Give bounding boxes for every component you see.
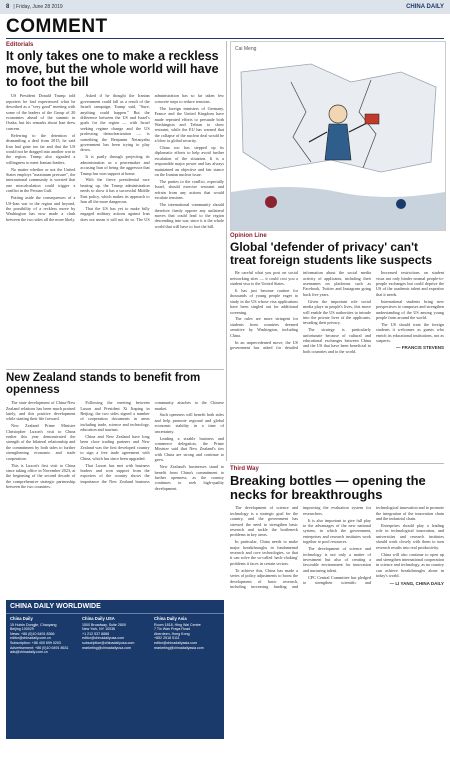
paragraph: The parties to the conflict, especially Israel, should exercise restraint and refrain from any actions that would escalate tensions. xyxy=(154,178,224,201)
paragraph: No matter whether or not the United States employs "maximum pressure", the international community is worried that one miscalculation could trigger a conflict in the Persian Gulf. xyxy=(6,166,76,194)
issue-date: | Friday, June 28 2019 xyxy=(13,4,63,10)
section-divider xyxy=(230,463,444,464)
opinion-body xyxy=(230,270,444,498)
opinion-label: Opinion Line xyxy=(230,233,267,239)
paragraph: The state development of China-New Zealand relations has been much praised lately, and this positive development while starting their life forward. xyxy=(6,400,76,422)
nz-body xyxy=(6,400,224,620)
opinion-article xyxy=(230,233,444,498)
worldwide-title: CHINA DAILY WORLDWIDE xyxy=(6,600,224,614)
paragraph: The strategy is particularly unfortunate because of cultural and educational exchanges between China and the US that have been beneficial to both countries and to the world. xyxy=(303,327,371,354)
paragraph: To achieve this, China has made a series of policy adjustments to boost the development of basic research, including increasing funding and improving the evaluation system for researchers. xyxy=(230,505,371,589)
paragraph: That the US has yet to make fully engaged military actions against Iran does not mean it will not do so. The US administration has so far taken few concrete steps to reduce tensions. xyxy=(80,93,224,222)
contact-row: +1 212 537 8888 xyxy=(82,631,110,636)
thirdway-label: Third Way xyxy=(230,466,259,472)
paragraph: Asked if he thought the Iranian government could fall as a result of the Israeli campaign, Trump said, "Sure, anything could happen." But the difference between the US and Israel's goals for the region — with Israel seeking regime change and the US professing denuclearization — is something the Benjamin Netanyahu government has been trying to play down. xyxy=(80,93,150,153)
paragraph: New Zealand Prime Minister Christopher Luxon's visit to China earlier this year demonstrated the strength of the bilateral relationship and the commitment by both sides to further strengthening economic and trade cooperation. xyxy=(6,423,76,461)
paragraph: Putting aside the consequences of a US-Iran war to the region and beyond, the possibility of a reckless move by Washington has now made a clash between the two sides all the more likely. xyxy=(6,195,76,222)
contact-column xyxy=(82,617,148,655)
paragraph: Increased restrictions on student visas not only hinder normal people-to-people exchanges but could deprive the US of the academic talent and expertise that it needs. xyxy=(376,270,444,297)
nz-article xyxy=(6,372,224,620)
contact-row: editor@chinadaily.com.cn xyxy=(10,636,51,641)
paragraph: China will also continue to open up and strengthen international cooperation in science and technology, as no country can achieve breakthroughs alone in today's world. xyxy=(376,551,444,579)
cartoon-credit: Cai Meng xyxy=(235,46,257,52)
paragraph: China and New Zealand have long been close trading partners and New Zealand was the first developed country to sign a free trade agreement with China, which has since been upgraded. xyxy=(80,434,150,461)
contact-column-head: China Daily Asia xyxy=(154,616,187,621)
paragraph: That Luxon has met with business leaders and won support from the exporters of the country shows the importance the New Zealand business community attaches to the Chinese market. xyxy=(80,400,224,484)
contact-row: +852 2518 5111 xyxy=(154,636,180,641)
worldwide-contacts-box xyxy=(6,600,224,739)
paragraph: Be careful what you post on social networking sites — it could cost you a student visa to the United States. xyxy=(230,270,298,286)
contact-row: editor@chinadailyasia.com xyxy=(154,640,198,645)
contact-row: Subscription: +86 400 699 0203 xyxy=(10,640,61,645)
paragraph: With the fierce presidential race heating up, the Trump administration needs to show it has a successful Middle East policy, which makes its approach to Iran all the more dangerous. xyxy=(80,177,150,205)
editorial-article xyxy=(6,42,224,413)
column-divider xyxy=(226,41,227,461)
editorial-cartoon xyxy=(230,41,446,231)
contact-row: marketing@chinadailyusa.com xyxy=(82,645,131,650)
contact-row: 15 Huixin Dongjie, Chaoyang xyxy=(10,622,57,627)
section-divider xyxy=(6,369,224,370)
nz-headline: New Zealand stands to benefit from openness xyxy=(6,372,201,397)
top-bar xyxy=(0,0,450,14)
contact-row: Room 1818, Hing Wai Centre xyxy=(154,622,201,627)
editorial-body xyxy=(6,93,224,413)
paragraph: In an unprecedented move, the US government has asked for detailed information about the social media activity of applicants, including their usernames on platforms such as Facebook, Twitter and Instagram going back five years. xyxy=(230,270,371,350)
contact-row: marketing@chinadailyasia.com xyxy=(154,645,204,650)
paragraph: The international community should therefore firmly oppose any unilateral moves that could lead to the region descending into war, since it is the whole world that will have to foot the bill. xyxy=(154,202,224,229)
contact-row: 1500 Broadway, Suite 2800 xyxy=(82,622,126,627)
editorial-headline: It only takes one to make a reckless move, but the whole world will have to foot the bill xyxy=(6,49,219,90)
section-title: COMMENT xyxy=(6,16,108,37)
contact-column-head: China Daily xyxy=(10,616,33,621)
paragraph: This is Luxon's first visit to China since taking office in November 2023, at the beginning of the second decade of the comprehensive strategic partnership between the two countries. xyxy=(6,462,76,490)
paragraph: Following the meeting between Luxon and President Xi Jinping in Beijing, the two sides signed a number of cooperation documents in areas including trade, science and technology, education and tourism. xyxy=(80,400,150,433)
contact-column xyxy=(154,617,220,655)
thirdway-article xyxy=(230,466,444,763)
contact-column-head: China Daily USA xyxy=(82,616,115,621)
paragraph: It has just become routine for thousands of young people eager to study in the US whose visa applications have been singled out for additional screening. xyxy=(230,287,298,315)
paragraph: The US should treat the foreign students it welcomes as guests who enrich its educational institutions, not as suspects. xyxy=(376,321,444,344)
cartoon-illustration xyxy=(231,42,445,230)
paragraph: Given the important role social media plays in people's lives, this move will enable the US authorities to intrude into the private lives of the applicants, invading their privacy. xyxy=(303,298,371,326)
paragraph: The development of science and technology is a strategic goal for the country, and the government has stressed the need to strengthen basic research and tackle the bottleneck problems in key areas. xyxy=(230,505,298,538)
paragraph: The foreign ministers of Germany, France and the United Kingdom have made repeated efforts to persuade both Washington and Tehran to show restraint, while the EU has warned that the collapse of the nuclear deal would be a blow to global security. xyxy=(154,105,224,144)
paragraph: The rules are more stringent for students from countries deemed sensitive by Washington, including China. xyxy=(230,316,298,338)
contact-row: editor@chinadailyusa.com xyxy=(82,636,125,641)
contact-row: New York, NY 10036 xyxy=(82,627,116,632)
contact-row: subscription@chinadailyusa.com xyxy=(82,640,135,645)
paragraph: China too has stepped up its diplomatic efforts to help avoid further escalation of the situation. It is a responsible major power and has always maintained an objective and fair stance on the Iranian nuclear issue. xyxy=(154,145,224,178)
paragraph: Such openness will benefit both sides and help promote regional and global economic stability in a time of uncertainty. xyxy=(154,412,224,434)
paragraph: The development of science and technology is not only a matter of investment but also of creating a favorable environment for innovation and nurturing talent. xyxy=(303,546,371,573)
section-rule xyxy=(6,38,444,39)
editorial-label: Editorials xyxy=(6,42,34,48)
paragraph: It is partly through projecting its administration as a peacemaker and accusing Iran of being the aggressor that Trump has won support at home. xyxy=(80,154,150,176)
thirdway-byline: — LI YANG, CHINA DAILY xyxy=(389,580,444,586)
paragraph: Enterprises should play a leading role in technological innovation, and universities and research institutes should work closely with them to turn research results into real productivity. xyxy=(376,523,444,550)
paragraph: CPC Central Committee has pledged to strengthen scientific and technological innovation and to promote the integration of the innovation chain and the industrial chain. xyxy=(303,505,444,586)
paragraph: Referring to the detention of dismantling a deal from 2015, he said Iran had gone too far and that the US would not be dragged into another war in the region. Trump also signaled a willingness to meet Iranian leaders. xyxy=(6,132,76,165)
thirdway-body xyxy=(230,505,444,763)
contact-row: Beijing 100029 xyxy=(10,627,34,632)
contact-row: Aberdeen, Hong Kong xyxy=(154,631,190,636)
paragraph: In particular, China needs to make major breakthroughs in fundamental research and core technologies, so that it can solve the so-called 'neck-choking' problems it faces in certain sectors. xyxy=(230,539,298,566)
contact-row: 7 Tin Wan Praya Road xyxy=(154,627,191,632)
thirdway-headline: Breaking bottles — opening the necks for breakthroughs xyxy=(230,473,426,502)
contact-row: News: +86 (0)10 6491 8366 xyxy=(10,631,55,636)
paragraph: US President Donald Trump told reporters he had experienced what he described as a "very good" meeting with some of the leaders of the Group of 20 economies ahead of the summit in Osaka, but his remarks about Iran drew concern. xyxy=(6,93,76,131)
contact-row: ads@chinadaily.com.cn xyxy=(10,650,48,655)
contact-column xyxy=(10,617,76,655)
contact-row: Advertisement: +86 (0)10 6491 8631 xyxy=(10,645,69,650)
paragraph: International students bring new perspectives to campuses and strengthen understanding of the US among young people from around the world. xyxy=(376,298,444,320)
paragraph: New Zealand's businesses stand to benefit from China's commitment to further openness, as the country continues to seek high-quality development. xyxy=(154,464,224,491)
brand-name: CHINA DAILY xyxy=(406,4,444,10)
paragraph: Leading a sizable business and commerce delegation, the Prime Minister said that New Zealand's ties with China are strong and continue to grow. xyxy=(154,435,224,463)
page-number: 8 xyxy=(6,4,10,10)
opinion-headline: Global 'defender of privacy' can't treat foreign students like suspects xyxy=(230,240,433,267)
paragraph: It is also important to give full play to the advantages of the new national system, in which the government, enterprises and research institutes work together to pool resources. xyxy=(303,517,371,545)
opinion-byline: — FRANCIS STEVENS xyxy=(395,345,444,351)
